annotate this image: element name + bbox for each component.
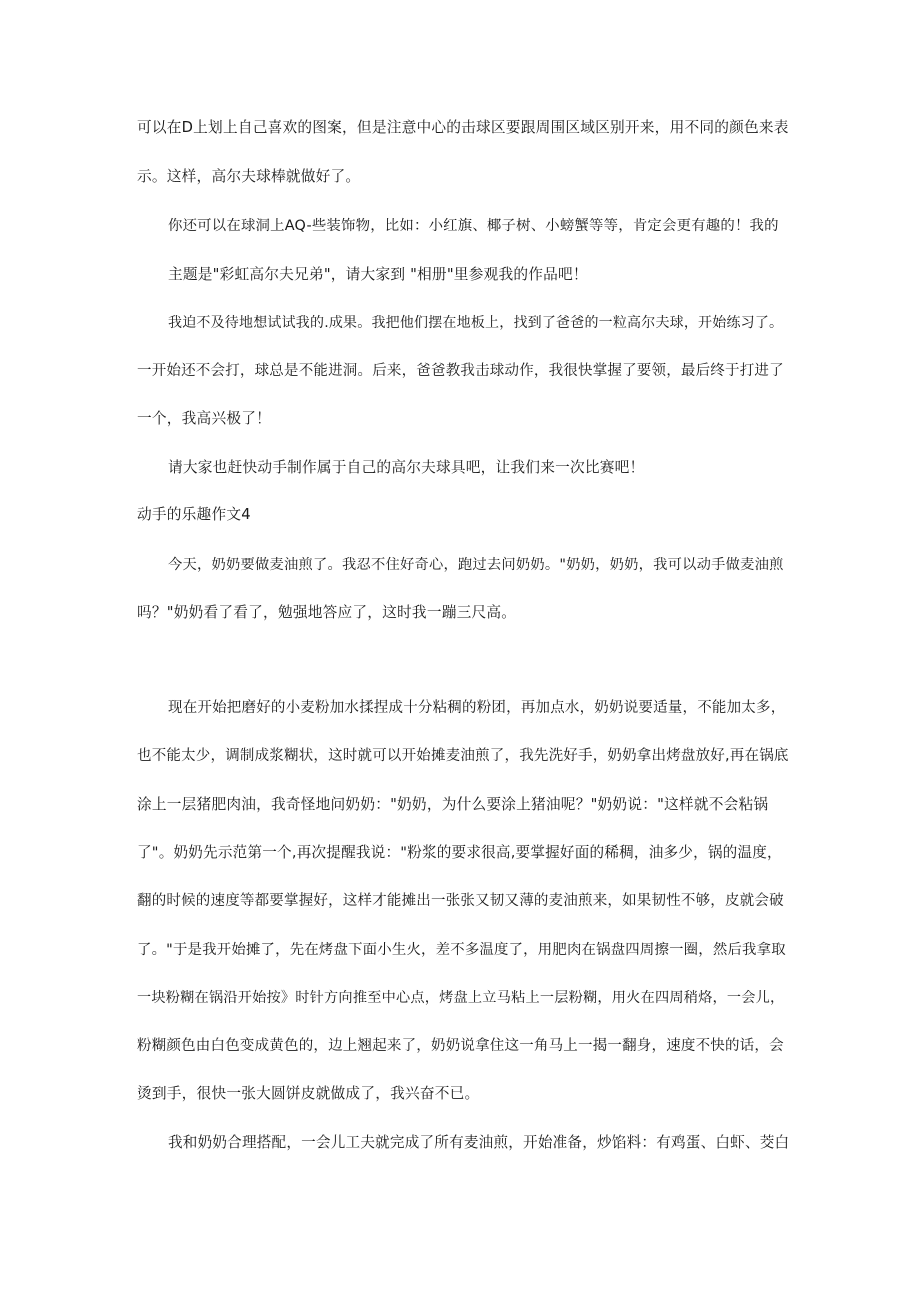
text-line: 我和奶奶合理搭配，一会儿工夫就完成了所有麦油煎，开始准备，炒馅料：有鸡蛋、白虾、茭白	[168, 1134, 790, 1151]
text-line: 一块粉糊在锅沿开始按》时针方向推至中心点，烤盘上立马粘上一层粉糊，用火在四周稍烙，一会儿，	[137, 990, 785, 1006]
text-line: 你还可以在球洞上AQ-些装饰物，比如：小红旗、椰子树、小螃蟹等等，肯定会更有趣的！我的	[168, 218, 779, 234]
text-line: 请大家也赶快动手制作属于自己的高尔夫球具吧，让我们来一次比赛吧！	[168, 459, 645, 476]
text-line: 了。"于是我开始摊了，先在烤盘下面小生火，差不多温度了，用肥肉在锅盘四周擦一圈，然后我拿取	[137, 942, 786, 958]
text-line: 烫到手，很快一张大圆饼皮就做成了，我兴奋不已。	[137, 1085, 480, 1102]
text-line: 主题是"彩虹高尔夫兄弟"，请大家到 "相册"里参观我的作品吧！	[168, 266, 588, 283]
text-line: 翻的时候的速度等都要掌握好，这样才能摊出一张张又韧又薄的麦油煎来，如果韧性不够，皮就会破	[137, 893, 784, 909]
text-line: 涂上一层猪肥肉油，我奇怪地问奶奶："奶奶，为什么要涂上猪油呢？"奶奶说："这样就不会粘锅	[137, 796, 769, 813]
text-line: 粉糊颜色由白色变成黄色的，边上翘起来了，奶奶说拿住这一角马上一揭一翻身，速度不快的话，会	[137, 1038, 784, 1054]
text-line: 吗？"奶奶看了看了，勉强地答应了，这时我一蹦三尺高。	[137, 604, 517, 621]
text-line: 也不能太少，调制成浆糊状，这时就可以开始摊麦油煎了，我先洗好手，奶奶拿出烤盘放好,再在锅底	[137, 748, 789, 764]
text-line: 可以在D上划上自己喜欢的图案，但是注意中心的击球区要跟周围区域区别开来，用不同的颜色来表	[137, 119, 789, 136]
text-line: 我迫不及待地想试试我的.成果。我把他们摆在地板上，找到了爸爸的一粒高尔夫球，开始练习了。	[168, 315, 784, 331]
text-line: 一个，我高兴极了！	[137, 410, 271, 427]
text-line: 示。这样，高尔夫球棒就做好了。	[137, 168, 361, 185]
section-heading: 动手的乐趣作文4	[137, 506, 251, 523]
text-line: 今天，奶奶要做麦油煎了。我忍不住好奇心，跑过去问奶奶。"奶奶，奶奶，我可以动手做麦油煎	[168, 557, 784, 573]
text-line: 一开始还不会打，球总是不能进洞。后来，爸爸教我击球动作，我很快掌握了要领，最后终于打进了	[137, 363, 784, 379]
text-line: 现在开始把磨好的小麦粉加水揉捏成十分粘稠的粉团，再加点水，奶奶说要适量，不能加太多，	[168, 700, 786, 716]
text-line: 了"。奶奶先示范第一个,再次提醒我说："粉浆的要求很高,要掌握好面的稀稠，油多少，锅的温度，	[137, 844, 782, 861]
